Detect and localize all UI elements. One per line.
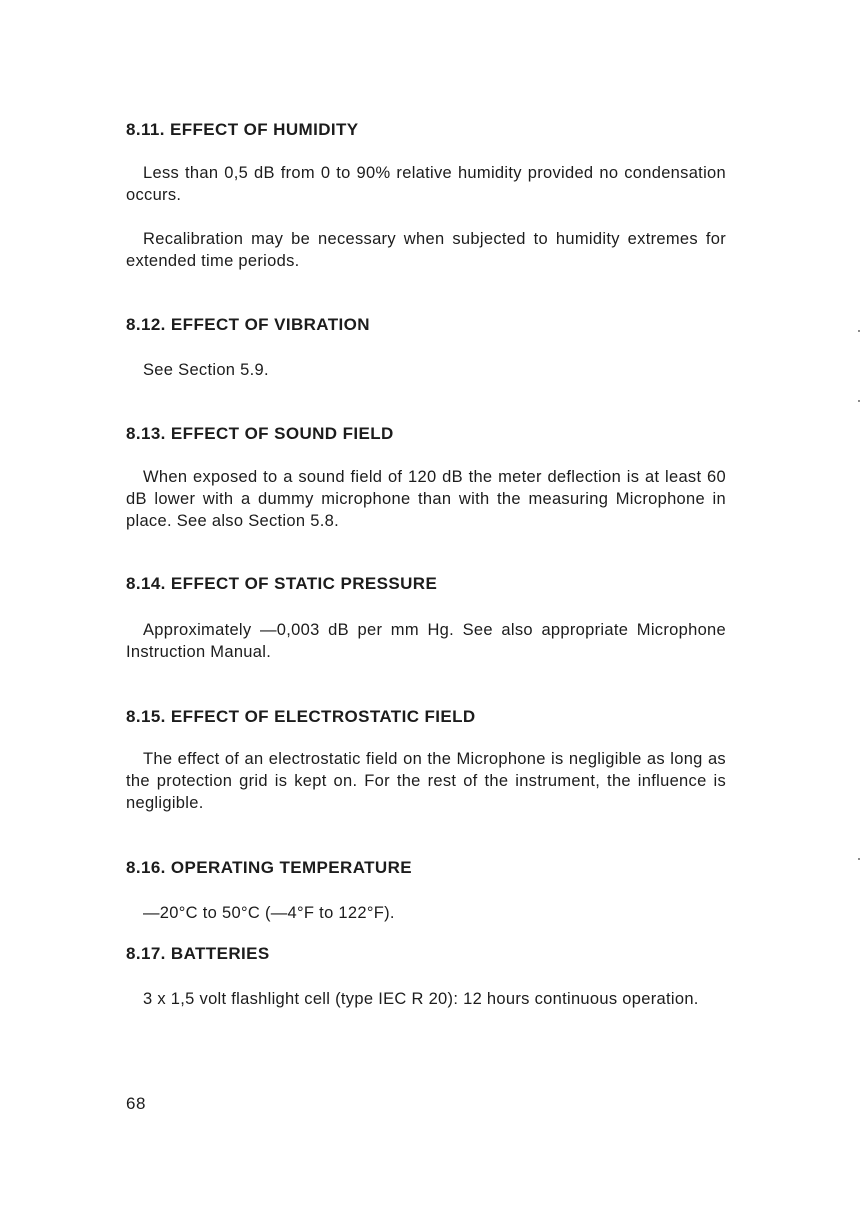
page-number: 68 bbox=[126, 1094, 147, 1113]
scan-mark bbox=[858, 858, 860, 860]
section-paragraph: See Section 5.9. bbox=[143, 361, 269, 379]
section-paragraph: —20°C to 50°C (—4°F to 122°F). bbox=[143, 904, 395, 922]
section-heading-batteries: 8.17. BATTERIES bbox=[126, 944, 270, 963]
scan-mark bbox=[858, 400, 860, 402]
section-paragraph: The effect of an electrostatic field on the Microphone is negligible as long as the protection grid is kept on. For the rest of the instrument, the influence is negligible. bbox=[126, 750, 726, 812]
section-heading-humidity: 8.11. EFFECT OF HUMIDITY bbox=[126, 120, 359, 139]
section-heading-operating-temperature: 8.16. OPERATING TEMPERATURE bbox=[126, 858, 412, 877]
section-paragraph: 3 x 1,5 volt flashlight cell (type IEC R 20): 12 hours continuous operation. bbox=[143, 990, 699, 1008]
section-paragraph: When exposed to a sound field of 120 dB the meter deflection is at least 60 dB lower with a dummy microphone than with the measuring Microphone in place. See also Section 5.8. bbox=[126, 468, 726, 530]
section-paragraph: Less than 0,5 dB from 0 to 90% relative humidity provided no condensation occurs. bbox=[126, 164, 726, 204]
section-heading-sound-field: 8.13. EFFECT OF SOUND FIELD bbox=[126, 424, 394, 443]
section-heading-electrostatic-field: 8.15. EFFECT OF ELECTROSTATIC FIELD bbox=[126, 707, 476, 726]
section-heading-vibration: 8.12. EFFECT OF VIBRATION bbox=[126, 315, 370, 334]
scan-mark bbox=[858, 330, 860, 332]
section-heading-static-pressure: 8.14. EFFECT OF STATIC PRESSURE bbox=[126, 574, 438, 593]
section-paragraph: Recalibration may be necessary when subjected to humidity extremes for extended time periods. bbox=[126, 230, 726, 270]
section-paragraph: Approximately —0,003 dB per mm Hg. See also appropriate Microphone Instruction Manual. bbox=[126, 621, 726, 661]
